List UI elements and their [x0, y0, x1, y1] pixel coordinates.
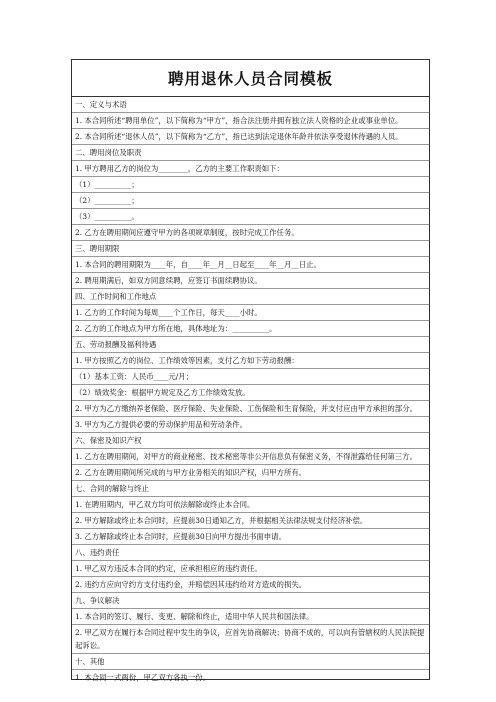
section-heading: 二、聘用岗位及职责 [72, 145, 429, 161]
clause-line: 2. 乙方在聘用期间所完成的与甲方业务相关的知识产权，归甲方所有。 [72, 465, 429, 481]
section-heading: 六、保密及知识产权 [72, 433, 429, 449]
clause-line: （2）绩效奖金：根据甲方规定及乙方工作绩效发放。 [72, 385, 429, 401]
clause-line: 1. 甲方按照乙方的岗位、工作绩效等因素，支付乙方如下劳动报酬： [72, 353, 429, 369]
clause-line: （2）__________； [72, 193, 429, 209]
clause-line: 2. 甲方为乙方缴纳养老保险、医疗保险、失业保险、工伤保险和生育保险，并支付应由甲方承担的部分。 [72, 401, 429, 417]
clause-line: 1. 在聘用期内，甲乙双方均可依法解除或终止本合同。 [72, 497, 429, 513]
section-heading: 一、定义与术语 [72, 97, 429, 113]
clause-line: 2. 甲方解除或终止本合同时，应提前30日通知乙方，并根据相关法律法规支付经济补偿。 [72, 513, 429, 529]
clause-line: 2. 聘用期满后，如双方同意续聘，应签订书面续聘协议。 [72, 273, 429, 289]
clause-line: 3. 乙方解除或终止本合同时，应提前30日向甲方提出书面申请。 [72, 529, 429, 545]
section-heading: 五、劳动报酬及福利待遇 [72, 337, 429, 353]
clause-line: 3. 甲方为乙方提供必要的劳动保护用品和劳动条件。 [72, 417, 429, 433]
clause-line: 1. 本合同所述“聘用单位”，以下简称为“甲方”，指合法注册并拥有独立法人资格的企业或事业单位。 [72, 113, 429, 129]
clause-line: 2. 违约方应向守约方支付违约金，并赔偿因其违约给对方造成的损失。 [72, 577, 429, 593]
clause-line: 1. 甲乙双方违反本合同的约定，应承担相应的违约责任。 [72, 561, 429, 577]
clause-line: 2. 乙方在聘用期间应遵守甲方的各项规章制度，按时完成工作任务。 [72, 225, 429, 241]
clause-line: 1. 乙方在聘用期间，对甲方的商业秘密、技术秘密等非公开信息负有保密义务，不得泄露给任何第三方。 [72, 449, 429, 465]
clause-line: （1）基本工资：人民币____元/月； [72, 369, 429, 385]
section-heading: 九、争议解决 [72, 593, 429, 609]
clause-line: 2. 乙方的工作地点为甲方所在地，具体地址为：__________。 [72, 321, 429, 337]
section-heading: 八、违约责任 [72, 545, 429, 561]
clause-line: 1. 本合同一式两份，甲乙双方各执一份。 [75, 673, 211, 682]
contract-table [71, 59, 430, 680]
section-heading: 三、聘用期限 [72, 241, 429, 257]
clause-line: （3）__________。 [72, 209, 429, 225]
title-cell [72, 60, 429, 97]
clause-line: 1. 本合同的签订、履行、变更、解除和终止，适用中华人民共和国法律。 [72, 609, 429, 625]
clause-line: 1. 乙方的工作时间为每周____个工作日，每天____小时。 [72, 305, 429, 321]
clause-line: 2. 甲乙双方在履行本合同过程中发生的争议，应首先协商解决；协商不成的，可以向有管辖权的人民法院提起诉讼。 [72, 625, 429, 654]
section-heading: 七、合同的解除与终止 [72, 481, 429, 497]
clause-line: 1. 甲方聘用乙方的岗位为________，乙方的主要工作职责如下： [72, 161, 429, 177]
section-heading: 四、工作时间和工作地点 [72, 289, 429, 305]
clause-line: 1. 本合同的聘用期限为____年，自____年__月__日起至____年__月__日止。 [72, 257, 429, 273]
clause-line: （1）__________； [72, 177, 429, 193]
contract-body [72, 97, 429, 685]
clause-line: 2. 本合同所述“退休人员”，以下简称为“乙方”，指已达到法定退休年龄并依法享受退休待遇的人员。 [72, 129, 429, 145]
page-title: 聘用退休人员合同模板 [167, 70, 333, 88]
section-heading: 十、其他 [72, 654, 429, 670]
